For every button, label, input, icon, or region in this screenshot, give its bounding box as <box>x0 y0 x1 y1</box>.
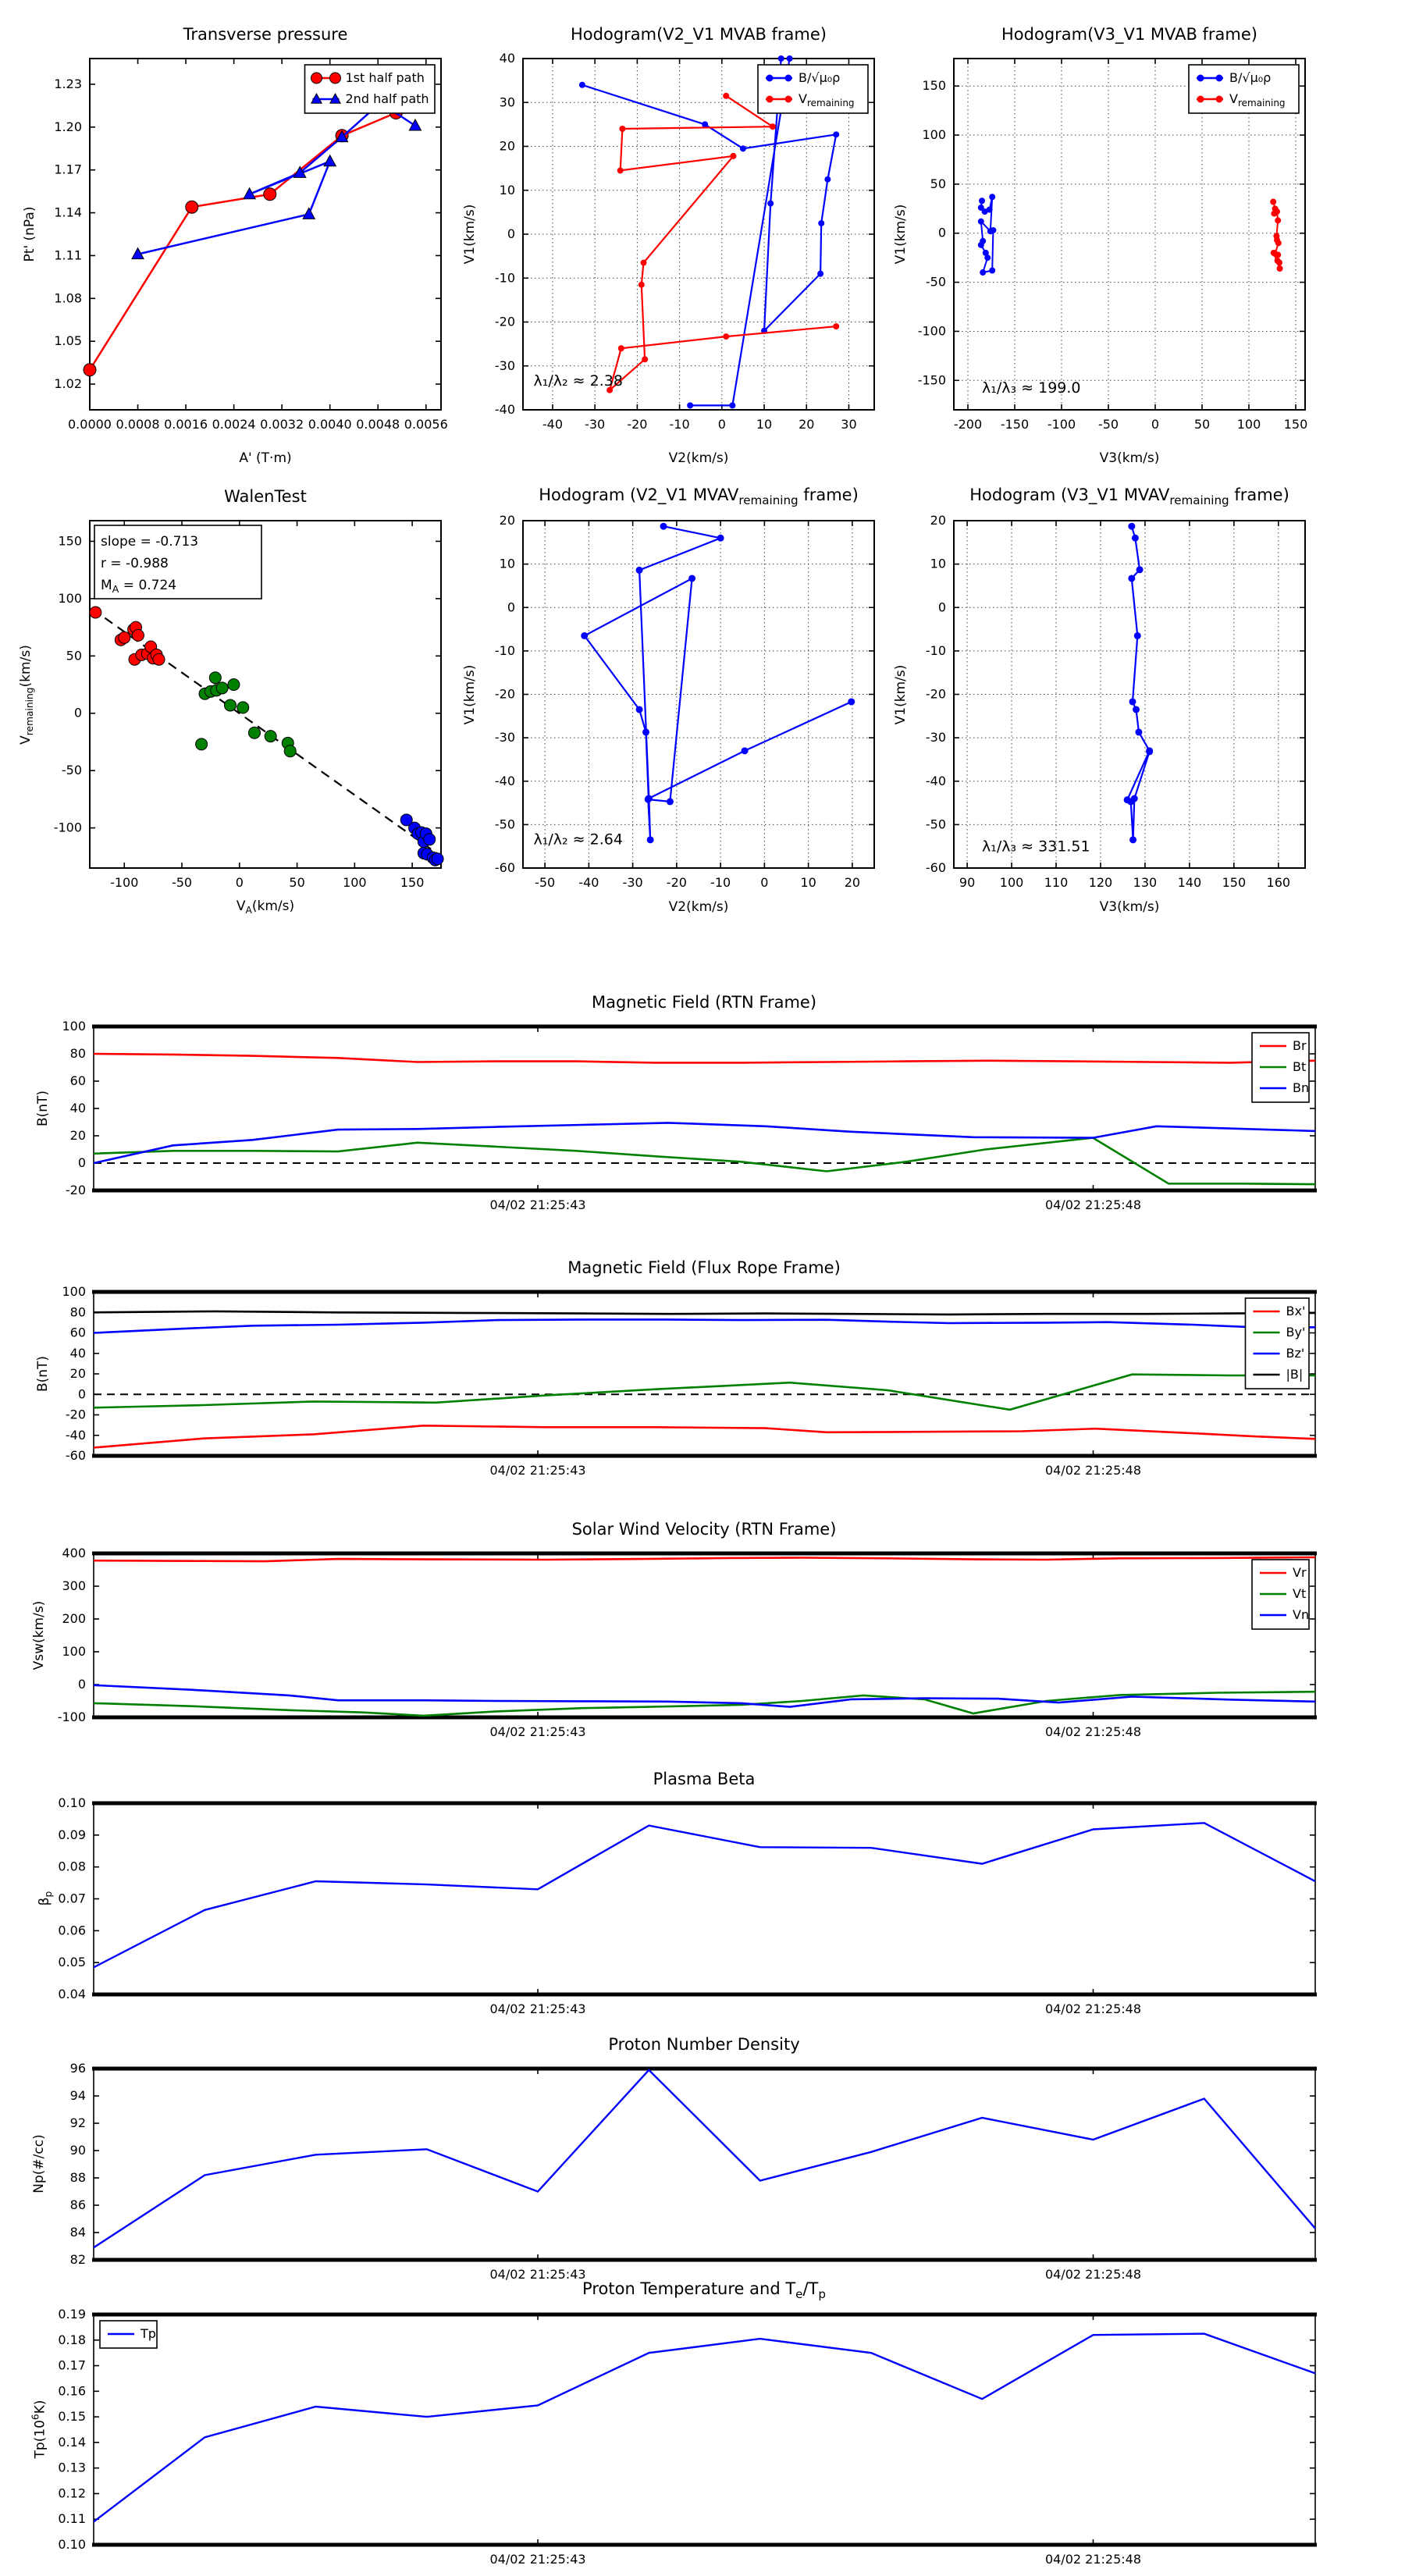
svg-text:-50: -50 <box>171 875 193 890</box>
svg-text:100: 100 <box>62 1644 86 1659</box>
svg-text:B/√μ₀ρ: B/√μ₀ρ <box>1229 70 1272 85</box>
svg-text:0.17: 0.17 <box>58 2357 86 2373</box>
svg-text:-150: -150 <box>1000 417 1030 432</box>
xlabel-hodogram-v3v1-mvav: V3(km/s) <box>1099 899 1160 915</box>
svg-text:88: 88 <box>69 2170 86 2185</box>
xlabel-transverse-pressure: A' (T·m) <box>239 450 292 466</box>
svg-text:1.02: 1.02 <box>54 376 82 392</box>
svg-text:10: 10 <box>756 417 773 432</box>
svg-text:96: 96 <box>69 2061 86 2076</box>
svg-text:50: 50 <box>66 648 82 664</box>
svg-text:0.0032: 0.0032 <box>260 417 304 432</box>
svg-text:-10: -10 <box>494 642 515 658</box>
svg-text:50: 50 <box>1193 417 1211 432</box>
svg-text:40: 40 <box>69 1101 86 1115</box>
svg-text:1.05: 1.05 <box>54 333 82 349</box>
panel-proton-number-density <box>70 2061 1317 2282</box>
svg-text:r = -0.988: r = -0.988 <box>101 556 169 571</box>
svg-text:1.20: 1.20 <box>54 119 82 134</box>
svg-text:0.0000: 0.0000 <box>68 417 112 432</box>
svg-text:-10: -10 <box>925 642 946 658</box>
svg-text:slope = -0.713: slope = -0.713 <box>101 534 199 550</box>
panel-title-plasma-beta: Plasma Beta <box>653 1770 756 1788</box>
ylabel-magnetic-field-flux-rope: B(nT) <box>35 1355 51 1393</box>
svg-text:Bx': Bx' <box>1286 1304 1306 1318</box>
svg-text:0: 0 <box>73 705 82 720</box>
svg-text:-60: -60 <box>65 1448 86 1463</box>
svg-text:0: 0 <box>717 417 726 432</box>
svg-text:|B|: |B| <box>1286 1367 1304 1382</box>
svg-text:150: 150 <box>1222 875 1247 890</box>
svg-text:λ₁/λ₃ ≈ 331.51: λ₁/λ₃ ≈ 331.51 <box>982 838 1090 856</box>
svg-text:130: 130 <box>1133 875 1158 890</box>
svg-text:92: 92 <box>69 2115 86 2130</box>
svg-text:04/02 21:25:48: 04/02 21:25:48 <box>1044 1724 1142 1739</box>
svg-text:λ₁/λ₂ ≈ 2.64: λ₁/λ₂ ≈ 2.64 <box>533 831 623 849</box>
svg-text:-30: -30 <box>622 875 643 890</box>
svg-text:0.10: 0.10 <box>58 1795 86 1810</box>
ylabel-magnetic-field-rtn: B(nT) <box>35 1090 51 1127</box>
svg-text:400: 400 <box>62 1546 86 1560</box>
svg-text:-20: -20 <box>494 314 515 329</box>
svg-text:0: 0 <box>77 1386 86 1402</box>
svg-text:0.15: 0.15 <box>58 2409 86 2425</box>
svg-text:-200: -200 <box>953 417 983 432</box>
svg-text:-50: -50 <box>1097 417 1119 432</box>
svg-text:50: 50 <box>289 875 305 890</box>
panel-title-proton-number-density: Proton Number Density <box>608 2035 800 2054</box>
svg-text:94: 94 <box>69 2088 86 2103</box>
ylabel-proton-number-density: Np(#/cc) <box>31 2134 47 2194</box>
panel-solar-wind-velocity <box>58 1546 1317 1739</box>
svg-text:-30: -30 <box>925 730 946 745</box>
svg-text:1.08: 1.08 <box>54 290 82 306</box>
ylabel-solar-wind-velocity: Vsw(km/s) <box>31 1600 47 1670</box>
ylabel-proton-temperature: $Tp(10^6K)$ <box>30 2400 48 2459</box>
svg-text:-50: -50 <box>61 763 82 778</box>
svg-text:B/√μ₀ρ: B/√μ₀ρ <box>799 70 841 85</box>
panel-hodogram-v2v1-mvav <box>495 513 874 890</box>
svg-text:150: 150 <box>58 533 82 549</box>
svg-text:0.04: 0.04 <box>58 1987 86 2001</box>
svg-text:04/02 21:25:48: 04/02 21:25:48 <box>1044 1197 1142 1212</box>
svg-text:40: 40 <box>69 1345 86 1361</box>
svg-text:04/02 21:25:43: 04/02 21:25:43 <box>489 1197 586 1212</box>
svg-text:0: 0 <box>937 225 946 240</box>
xlabel-hodogram-v3v1-mvab: V3(km/s) <box>1099 450 1160 466</box>
panel-plasma-beta <box>58 1795 1317 2016</box>
svg-text:0.09: 0.09 <box>58 1827 86 1842</box>
svg-text:04/02 21:25:48: 04/02 21:25:48 <box>1044 2001 1142 2016</box>
svg-text:0.19: 0.19 <box>58 2307 86 2322</box>
svg-text:100: 100 <box>999 875 1024 890</box>
svg-text:0.11: 0.11 <box>58 2511 86 2527</box>
svg-text:10: 10 <box>800 875 816 890</box>
svg-text:Br: Br <box>1293 1038 1307 1053</box>
panel-hodogram-v2v1-mvab <box>495 51 874 432</box>
svg-text:-40: -40 <box>494 773 515 788</box>
svg-text:-40: -40 <box>494 402 515 417</box>
svg-text:50: 50 <box>930 176 946 191</box>
svg-text:0: 0 <box>77 1155 86 1170</box>
svg-text:-20: -20 <box>65 1183 86 1197</box>
svg-text:100: 100 <box>62 1019 86 1034</box>
svg-text:90: 90 <box>69 2143 86 2158</box>
svg-text:-20: -20 <box>627 417 648 432</box>
svg-text:Tp: Tp <box>140 2326 156 2341</box>
svg-text:0.07: 0.07 <box>58 1891 86 1906</box>
svg-text:150: 150 <box>1283 417 1308 432</box>
svg-text:By': By' <box>1286 1325 1306 1340</box>
svg-text:2nd half path: 2nd half path <box>345 91 429 106</box>
svg-text:40: 40 <box>499 51 515 66</box>
svg-text:0.13: 0.13 <box>58 2460 86 2475</box>
svg-text:1.23: 1.23 <box>54 76 82 91</box>
svg-text:04/02 21:25:43: 04/02 21:25:43 <box>489 1463 586 1478</box>
svg-text:04/02 21:25:43: 04/02 21:25:43 <box>489 2552 586 2567</box>
panel-title-transverse-pressure: Transverse pressure <box>183 25 348 44</box>
svg-text:λ₁/λ₃ ≈ 199.0: λ₁/λ₃ ≈ 199.0 <box>982 379 1081 397</box>
panel-title-hodogram-v3v1-mvab: Hodogram(V3_V1 MVAB frame) <box>1001 25 1257 44</box>
svg-text:0.0024: 0.0024 <box>212 417 256 432</box>
svg-text:0.0016: 0.0016 <box>164 417 208 432</box>
svg-text:1st half path: 1st half path <box>345 70 425 85</box>
svg-text:90: 90 <box>959 875 976 890</box>
svg-text:-20: -20 <box>65 1407 86 1422</box>
svg-text:-50: -50 <box>494 817 515 832</box>
svg-text:-30: -30 <box>494 358 515 373</box>
svg-text:30: 30 <box>841 417 857 432</box>
panel-magnetic-field-rtn <box>62 1019 1317 1212</box>
svg-text:80: 80 <box>69 1046 86 1061</box>
panel-title-walen-test: WalenTest <box>224 487 307 506</box>
svg-text:0.0048: 0.0048 <box>356 417 400 432</box>
ylabel-hodogram-v2v1-mvav: V1(km/s) <box>462 664 478 725</box>
svg-text:100: 100 <box>58 590 82 606</box>
ylabel-walen-test: $V_{remaining}(km/s)$ <box>17 645 36 745</box>
svg-text:150: 150 <box>400 875 425 890</box>
svg-text:20: 20 <box>499 138 515 154</box>
panel-proton-temperature <box>58 2307 1317 2567</box>
svg-text:-100: -100 <box>110 875 139 890</box>
svg-text:20: 20 <box>799 417 815 432</box>
svg-text:1.11: 1.11 <box>54 247 82 263</box>
svg-text:-10: -10 <box>494 270 515 286</box>
svg-text:04/02 21:25:48: 04/02 21:25:48 <box>1044 1463 1142 1478</box>
svg-text:Vt: Vt <box>1293 1586 1307 1601</box>
svg-text:-30: -30 <box>585 417 606 432</box>
svg-text:84: 84 <box>69 2225 86 2240</box>
svg-text:20: 20 <box>69 1128 86 1143</box>
svg-text:0.18: 0.18 <box>58 2332 86 2347</box>
svg-text:0: 0 <box>507 226 515 241</box>
xlabel-walen-test: $V_A(km/s)$ <box>236 898 295 916</box>
svg-text:-50: -50 <box>925 274 946 290</box>
panel-title-hodogram-v3v1-mvav: Hodogram (V3_V1 $MVAV_{remaining}$ frame) <box>969 485 1289 508</box>
panel-title-magnetic-field-flux-rope: Magnetic Field (Flux Rope Frame) <box>567 1258 841 1277</box>
svg-text:0.05: 0.05 <box>58 1955 86 1970</box>
ylabel-transverse-pressure: Pt' (nPa) <box>22 206 37 262</box>
svg-text:Bn: Bn <box>1293 1080 1310 1095</box>
svg-text:100: 100 <box>62 1284 86 1299</box>
svg-text:-100: -100 <box>57 1710 86 1724</box>
panel-hodogram-v3v1-mvav <box>926 513 1305 890</box>
svg-text:-10: -10 <box>669 417 690 432</box>
svg-text:82: 82 <box>69 2252 86 2267</box>
svg-text:-20: -20 <box>494 686 515 702</box>
svg-text:20: 20 <box>844 875 861 890</box>
svg-text:λ₁/λ₂ ≈ 2.38: λ₁/λ₂ ≈ 2.38 <box>533 372 623 390</box>
xlabel-hodogram-v2v1-mvab: V2(km/s) <box>668 450 729 466</box>
svg-text:-20: -20 <box>925 686 946 702</box>
svg-text:100: 100 <box>922 127 946 143</box>
svg-text:04/02 21:25:43: 04/02 21:25:43 <box>489 2267 586 2282</box>
svg-text:120: 120 <box>1088 875 1113 890</box>
svg-text:-20: -20 <box>666 875 687 890</box>
panel-title-proton-temperature: Proton Temperature and $T_e/T_p$ <box>582 2279 826 2302</box>
svg-text:140: 140 <box>1177 875 1202 890</box>
svg-text:-10: -10 <box>710 875 731 890</box>
ylabel-hodogram-v3v1-mvav: V1(km/s) <box>893 664 909 725</box>
svg-text:Vremaining: $V_{remaining}$ <box>799 91 855 109</box>
svg-text:-150: -150 <box>917 372 946 388</box>
svg-text:04/02 21:25:43: 04/02 21:25:43 <box>489 1724 586 1739</box>
svg-text:0: 0 <box>760 875 769 890</box>
svg-text:-40: -40 <box>65 1427 86 1443</box>
svg-text:0.06: 0.06 <box>58 1923 86 1938</box>
svg-text:10: 10 <box>930 556 946 571</box>
panel-walen-test <box>54 521 443 890</box>
svg-text:-100: -100 <box>53 820 82 835</box>
svg-text:0: 0 <box>937 600 946 615</box>
svg-text:0.12: 0.12 <box>58 2485 86 2501</box>
svg-text:0.14: 0.14 <box>58 2434 86 2450</box>
svg-text:60: 60 <box>69 1325 86 1340</box>
svg-text:86: 86 <box>69 2197 86 2212</box>
svg-text:0.0008: 0.0008 <box>116 417 160 432</box>
svg-text:100: 100 <box>343 875 367 890</box>
svg-text:0: 0 <box>77 1677 86 1692</box>
svg-text:150: 150 <box>922 78 946 94</box>
svg-text:-40: -40 <box>578 875 599 890</box>
svg-text:1.14: 1.14 <box>54 205 82 220</box>
svg-text:Vn: Vn <box>1293 1607 1310 1622</box>
svg-text:20: 20 <box>499 513 515 528</box>
svg-text:30: 30 <box>499 94 515 110</box>
svg-text:200: 200 <box>62 1611 86 1626</box>
svg-text:110: 110 <box>1044 875 1069 890</box>
panel-magnetic-field-flux-rope <box>62 1284 1317 1478</box>
svg-text:10: 10 <box>499 556 515 571</box>
svg-text:-100: -100 <box>917 323 946 339</box>
ylabel-hodogram-v3v1-mvab: V1(km/s) <box>893 204 909 265</box>
svg-text:Vr: Vr <box>1293 1565 1307 1580</box>
svg-text:0: 0 <box>507 600 515 615</box>
svg-text:-50: -50 <box>535 875 556 890</box>
svg-text:MA = 0.724: $M_A = 0.724$ <box>101 578 177 596</box>
svg-text:-60: -60 <box>494 860 515 875</box>
svg-text:160: 160 <box>1266 875 1291 890</box>
xlabel-hodogram-v2v1-mvav: V2(km/s) <box>668 899 729 915</box>
svg-text:-60: -60 <box>925 860 946 875</box>
svg-text:Vremaining: $V_{remaining}$ <box>1229 91 1286 109</box>
svg-text:04/02 21:25:43: 04/02 21:25:43 <box>489 2001 586 2016</box>
svg-text:-50: -50 <box>925 817 946 832</box>
panel-title-magnetic-field-rtn: Magnetic Field (RTN Frame) <box>591 993 817 1012</box>
svg-text:300: 300 <box>62 1578 86 1593</box>
panel-title-hodogram-v2v1-mvab: Hodogram(V2_V1 MVAB frame) <box>571 25 827 44</box>
svg-text:100: 100 <box>1236 417 1261 432</box>
svg-text:Bt: Bt <box>1293 1059 1307 1074</box>
svg-text:1.17: 1.17 <box>54 162 82 177</box>
svg-text:10: 10 <box>499 182 515 197</box>
svg-text:0: 0 <box>1151 417 1160 432</box>
svg-text:0.16: 0.16 <box>58 2383 86 2399</box>
svg-text:0.0056: 0.0056 <box>404 417 448 432</box>
panel-title-solar-wind-velocity: Solar Wind Velocity (RTN Frame) <box>571 1520 837 1539</box>
svg-text:80: 80 <box>69 1304 86 1320</box>
ylabel-plasma-beta: $\beta_p$ <box>36 1891 55 1906</box>
svg-text:20: 20 <box>930 513 946 528</box>
panel-title-hodogram-v2v1-mvav: Hodogram (V2_V1 $MVAV_{remaining}$ frame) <box>539 485 859 508</box>
svg-text:-40: -40 <box>925 773 946 788</box>
svg-text:0.0040: 0.0040 <box>308 417 352 432</box>
svg-text:-30: -30 <box>494 730 515 745</box>
panel-transverse-pressure <box>54 59 447 432</box>
svg-text:04/02 21:25:48: 04/02 21:25:48 <box>1044 2552 1142 2567</box>
svg-text:-100: -100 <box>1047 417 1076 432</box>
panel-hodogram-v3v1-mvab <box>918 59 1308 432</box>
svg-text:Bz': Bz' <box>1286 1346 1305 1361</box>
svg-text:04/02 21:25:48: 04/02 21:25:48 <box>1044 2267 1142 2282</box>
svg-text:20: 20 <box>69 1366 86 1381</box>
svg-text:-40: -40 <box>542 417 564 432</box>
svg-text:0.10: 0.10 <box>58 2537 86 2552</box>
svg-text:0.08: 0.08 <box>58 1859 86 1874</box>
svg-text:0: 0 <box>235 875 244 890</box>
ylabel-hodogram-v2v1-mvab: V1(km/s) <box>462 204 478 265</box>
svg-text:60: 60 <box>69 1073 86 1088</box>
